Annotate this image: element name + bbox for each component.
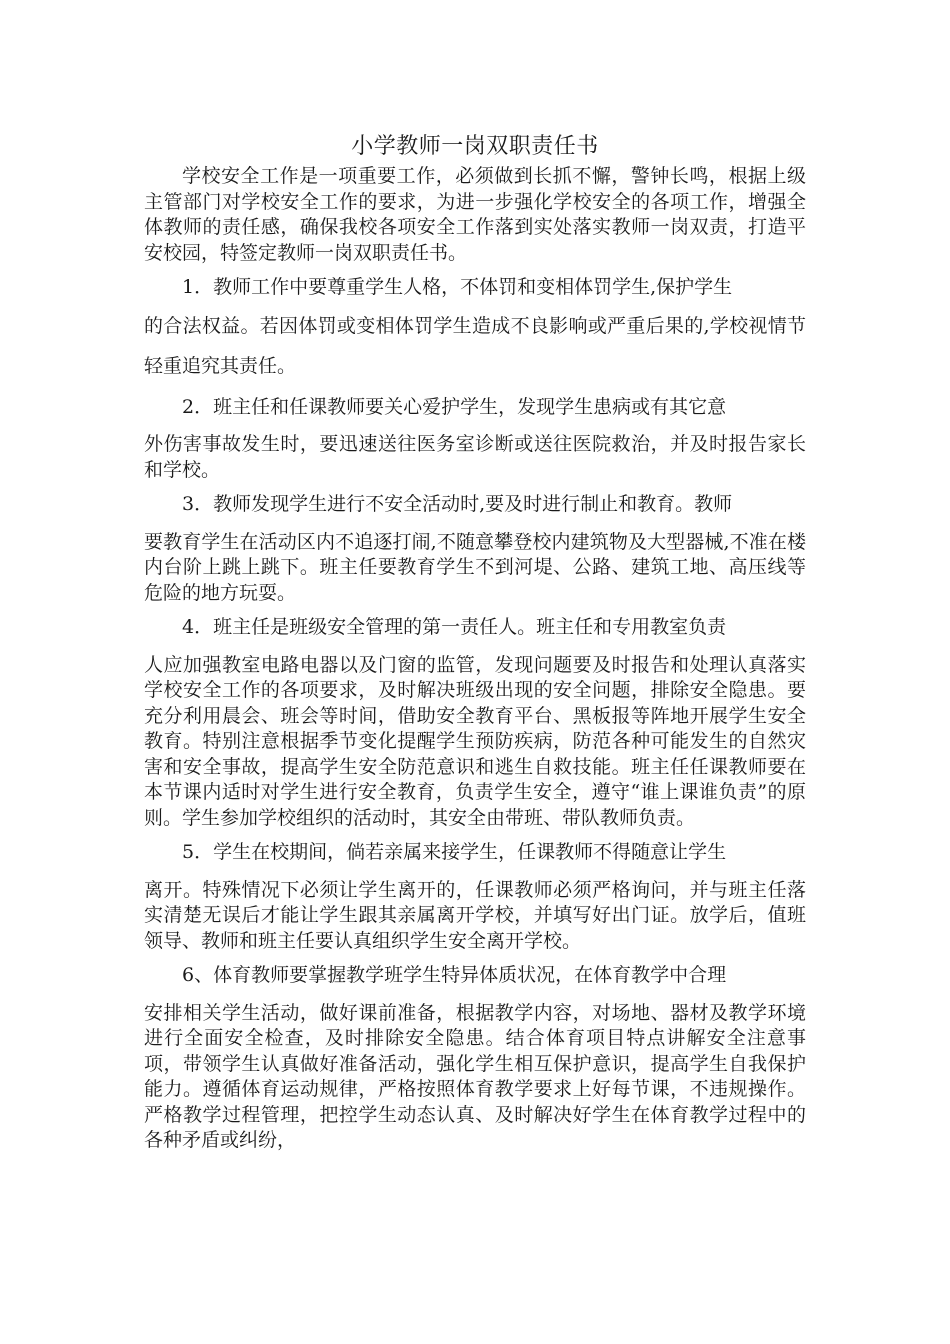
clause-5 bbox=[144, 840, 806, 954]
clause-1 bbox=[144, 275, 806, 386]
clause-4-lead: 4．班主任是班级安全管理的第一责任人。班主任和专用教室负责 bbox=[182, 616, 727, 638]
clause-2-body: 外伤害事故发生时，要迅速送往医务室诊断或送往医院救治，并及时报告家长和学校。 bbox=[144, 433, 806, 481]
clause-4-body: 人应加强教室电路电器以及门窗的监管，发现问题要及时报告和处理认真落实学校安全工作的各项要求，及时解决班级出现的安全问题，排除安全隐患。要充分利用晨会、班会等时间，借助安全教育平台、黑板报等阵地开展学生安全教育。特别注意根据季节变化提醒学生预防疾病，防范各种可能发生的自然灾害和安全事故，提高学生安全防范意识和逃生自救技能。班主任任课教师要在本节课内适时对学生进行安全教育，负责学生安全，遵守“谁上课谁负责”的原则。学生参加学校组织的活动时，其安全由带班、带队教师负责。 bbox=[144, 653, 806, 829]
intro-paragraph: 学校安全工作是一项重要工作，必须做到长抓不懈，警钟长鸣，根据上级主管部门对学校安全工作的要求，为进一步强化学校安全的各项工作，增强全体教师的责任感，确保我校各项安全工作落到实处落实教师一岗双责，打造平安校园，特签定教师一岗双职责任书。 bbox=[144, 165, 806, 264]
clause-3-lead: 3．教师发现学生进行不安全活动时,要及时进行制止和教育。教师 bbox=[182, 493, 733, 515]
clause-1-lead: 1．教师工作中要尊重学生人格，不体罚和变相体罚学生,保护学生 bbox=[182, 276, 733, 298]
clause-5-body: 离开。特殊情况下必须让学生离开的，任课教师必须严格询问，并与班主任落实清楚无误后才能让学生跟其亲属离开学校，并填写好出门证。放学后，值班领导、教师和班主任要认真组织学生安全离开学校。 bbox=[144, 878, 806, 952]
clause-4 bbox=[144, 615, 806, 831]
clause-6-lead: 6、体育教师要掌握教学班学生特异体质状况，在体育教学中合理 bbox=[182, 964, 727, 986]
clause-2-lead: 2．班主任和任课教师要关心爱护学生，发现学生患病或有其它意 bbox=[182, 395, 727, 418]
clause-6 bbox=[144, 963, 806, 1154]
clause-5-lead: 5．学生在校期间，倘若亲属来接学生，任课教师不得随意让学生 bbox=[182, 841, 727, 863]
clause-3-body: 要教育学生在活动区内不追逐打闹,不随意攀登校内建筑物及大型器械,不准在楼内台阶上跳上跳下。班主任要教育学生不到河堤、公路、建筑工地、高压线等危险的地方玩耍。 bbox=[144, 530, 806, 604]
clause-1-body: 的合法权益。若因体罚或变相体罚学生造成不良影响或严重后果的,学校视情节轻重追究其责任。 bbox=[144, 314, 806, 377]
document-page bbox=[144, 130, 806, 1154]
clause-6-body: 安排相关学生活动，做好课前准备，根据教学内容，对场地、器材及教学环境进行全面安全检查，及时排除安全隐患。结合体育项目特点讲解安全注意事项，带领学生认真做好准备活动，强化学生相互保护意识，提高学生自我保护能力。遵循体育运动规律，严格按照体育教学要求上好每节课，不违规操作。严格教学过程管理，把控学生动态认真、及时解决好学生在体育教学过程中的各种矛盾或纠纷， bbox=[144, 1001, 806, 1151]
clause-3 bbox=[144, 492, 806, 606]
clause-2 bbox=[144, 395, 806, 484]
document-title: 小学教师一岗双职责任书 bbox=[351, 134, 599, 159]
